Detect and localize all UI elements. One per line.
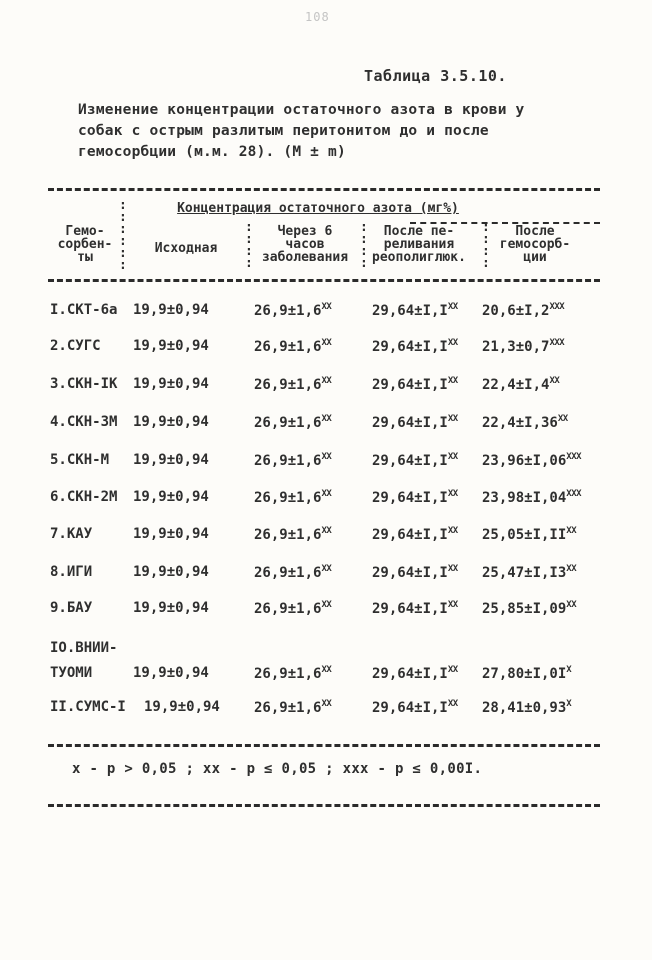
- header-after-hemosorption: После гемосорб- ции: [499, 224, 571, 265]
- significance-mark: XX: [566, 564, 577, 574]
- sorbent-name-cont: ТУОМИ: [50, 665, 93, 681]
- page-number: 108: [305, 10, 330, 24]
- after-reo-value: $29,64\pm I,I^{XX}$: [372, 414, 458, 431]
- table-row: [50, 640, 610, 686]
- header-sorbents: Гемо- сорбен- ты: [57, 224, 113, 265]
- sorbent-name: I.СКТ-6а: [50, 302, 118, 318]
- significance-mark: XX: [321, 564, 332, 574]
- after-reo-value: $29,64\pm I,I^{XX}$: [372, 600, 458, 617]
- sorbent-name: 4.СКН-3М: [50, 414, 118, 430]
- table-row: [50, 376, 610, 398]
- initial-value: 19,9±0,94: [133, 376, 209, 392]
- after-reo-value: $29,64\pm I,I^{XX}$: [372, 452, 458, 469]
- significance-mark: XX: [566, 526, 577, 536]
- initial-value: 19,9±0,94: [133, 302, 209, 318]
- significance-mark: X: [566, 665, 572, 675]
- significance-mark: XX: [557, 414, 568, 424]
- significance-mark: XX: [447, 600, 458, 610]
- sorbent-name: 6.СКН-2М: [50, 489, 118, 505]
- sorbent-name: 3.СКН-IК: [50, 376, 118, 392]
- after-hs-value: $23,96\pm I,06^{XXX}$: [482, 452, 582, 469]
- sorbent-name: IO.ВНИИ-: [50, 640, 118, 656]
- header-after-reopolyglucin: После пе- реливания реополиглюк.: [372, 224, 466, 265]
- sorbent-name: 8.ИГИ: [50, 564, 93, 580]
- table-row: [50, 600, 610, 622]
- initial-value: 19,9±0,94: [133, 600, 209, 616]
- after-hs-value: $25,85\pm I,09^{XX}$: [482, 600, 577, 617]
- after-hs-value: $22,4\pm I,36^{XX}$: [482, 414, 568, 431]
- after-6h-value: $26,9\pm 1,6^{XX}$: [254, 302, 332, 319]
- significance-mark: XX: [549, 376, 560, 386]
- significance-mark: XXX: [566, 452, 582, 462]
- significance-mark: XX: [447, 302, 458, 312]
- table-row: [50, 452, 610, 474]
- table-row: [50, 489, 610, 511]
- significance-mark: XX: [447, 564, 458, 574]
- after-6h-value: $26,9\pm 1,6^{XX}$: [254, 489, 332, 506]
- colon-sep: : : : : : :: [119, 198, 127, 273]
- significance-mark: XX: [321, 376, 332, 386]
- significance-mark: XXX: [566, 489, 582, 499]
- initial-value: 19,9±0,94: [133, 526, 209, 542]
- after-hs-value: $21,3\pm 0,7^{XXX}$: [482, 338, 565, 355]
- significance-mark: XX: [447, 665, 458, 675]
- initial-value: 19,9±0,94: [133, 564, 209, 580]
- after-reo-value: $29,64\pm I,I^{XX}$: [372, 564, 458, 581]
- caption-line: гемосорбции (м.м. 28). (M ± m): [78, 144, 346, 160]
- sorbent-name: 2.СУГС: [50, 338, 101, 354]
- initial-value: 19,9±0,94: [133, 338, 209, 354]
- initial-value: 19,9±0,94: [133, 665, 209, 681]
- significance-mark: XX: [321, 302, 332, 312]
- significance-mark: XX: [447, 376, 458, 386]
- after-6h-value: $26,9\pm 1,6^{XX}$: [254, 600, 332, 617]
- initial-value: 19,9±0,94: [133, 414, 209, 430]
- table-row: [50, 414, 610, 436]
- significance-mark: XX: [321, 699, 332, 709]
- significance-mark: XX: [321, 526, 332, 536]
- initial-value: 19,9±0,94: [144, 699, 220, 715]
- after-hs-value: $23,98\pm I,04^{XXX}$: [482, 489, 582, 506]
- after-6h-value: $26,9\pm 1,6^{XX}$: [254, 376, 332, 393]
- table-row: [50, 699, 610, 721]
- after-reo-value: $29,64\pm I,I^{XX}$: [372, 376, 458, 393]
- rule-header-bottom: [48, 279, 600, 282]
- header-group-concentration: Концентрация остаточного азота (мг%): [177, 201, 459, 216]
- significance-mark: XX: [321, 489, 332, 499]
- sorbent-name: 5.СКН-М: [50, 452, 110, 468]
- after-6h-value: $26,9\pm 1,6^{XX}$: [254, 699, 332, 716]
- caption-line: собак с острым разлитым перитонитом до и после: [78, 123, 489, 139]
- colon-sep: : : : :: [482, 220, 490, 271]
- after-reo-value: $29,64\pm I,I^{XX}$: [372, 489, 458, 506]
- significance-mark: XX: [447, 526, 458, 536]
- table-label: Таблица 3.5.10.: [364, 67, 507, 85]
- significance-mark: XX: [566, 600, 577, 610]
- after-6h-value: $26,9\pm 1,6^{XX}$: [254, 665, 332, 682]
- after-reo-value: $29,64\pm I,I^{XX}$: [372, 526, 458, 543]
- header-initial: Исходная: [154, 241, 218, 256]
- after-reo-value: $29,64\pm I,I^{XX}$: [372, 338, 458, 355]
- significance-footnote: x - p > 0,05 ; xx - p ≤ 0,05 ; xxx - p ≤ 0,00I.: [72, 761, 483, 777]
- after-hs-value: $25,05\pm I,II^{XX}$: [482, 526, 577, 543]
- table-row: [50, 564, 610, 586]
- after-6h-value: $26,9\pm 1,6^{XX}$: [254, 452, 332, 469]
- colon-sep: : : : :: [245, 220, 253, 271]
- rule-table-bottom: [48, 744, 600, 747]
- after-hs-value: $22,4\pm I,4^{XX}$: [482, 376, 560, 393]
- after-reo-value: $29,64\pm I,I^{XX}$: [372, 302, 458, 319]
- after-6h-value: $26,9\pm 1,6^{XX}$: [254, 526, 332, 543]
- caption-line: Изменение концентрации остаточного азота в крови у: [78, 102, 525, 118]
- table-row: [50, 302, 610, 324]
- table-row: [50, 338, 610, 360]
- sorbent-name: 9.БАУ: [50, 600, 93, 616]
- after-reo-value: $29,64\pm I,I^{XX}$: [372, 665, 458, 682]
- initial-value: 19,9±0,94: [133, 452, 209, 468]
- initial-value: 19,9±0,94: [133, 489, 209, 505]
- rule-footnote-bottom: [48, 804, 600, 807]
- header-after-6h: Через 6 часов заболевания: [261, 224, 349, 265]
- after-hs-value: $25,47\pm I,I3^{XX}$: [482, 564, 577, 581]
- significance-mark: XX: [321, 600, 332, 610]
- after-hs-value: $28,41\pm 0,93^X$: [482, 699, 572, 716]
- significance-mark: XX: [447, 699, 458, 709]
- significance-mark: XX: [321, 665, 332, 675]
- significance-mark: XXX: [549, 302, 565, 312]
- significance-mark: XXX: [549, 338, 565, 348]
- sorbent-name: 7.КАУ: [50, 526, 93, 542]
- after-6h-value: $26,9\pm 1,6^{XX}$: [254, 564, 332, 581]
- sorbent-name: II.СУМС-I: [50, 699, 126, 715]
- significance-mark: XX: [447, 452, 458, 462]
- after-reo-value: $29,64\pm I,I^{XX}$: [372, 699, 458, 716]
- after-hs-value: $27,80\pm I,0I^X$: [482, 665, 572, 682]
- significance-mark: X: [566, 699, 572, 709]
- after-6h-value: $26,9\pm 1,6^{XX}$: [254, 414, 332, 431]
- after-6h-value: $26,9\pm 1,6^{XX}$: [254, 338, 332, 355]
- significance-mark: XX: [321, 338, 332, 348]
- rule-top: [48, 188, 600, 191]
- after-hs-value: $20,6\pm I,2^{XXX}$: [482, 302, 565, 319]
- colon-sep: : : : :: [360, 220, 368, 271]
- significance-mark: XX: [321, 414, 332, 424]
- significance-mark: XX: [321, 452, 332, 462]
- table-row: [50, 526, 610, 548]
- significance-mark: XX: [447, 414, 458, 424]
- table-caption: [78, 100, 578, 163]
- significance-mark: XX: [447, 338, 458, 348]
- significance-mark: XX: [447, 489, 458, 499]
